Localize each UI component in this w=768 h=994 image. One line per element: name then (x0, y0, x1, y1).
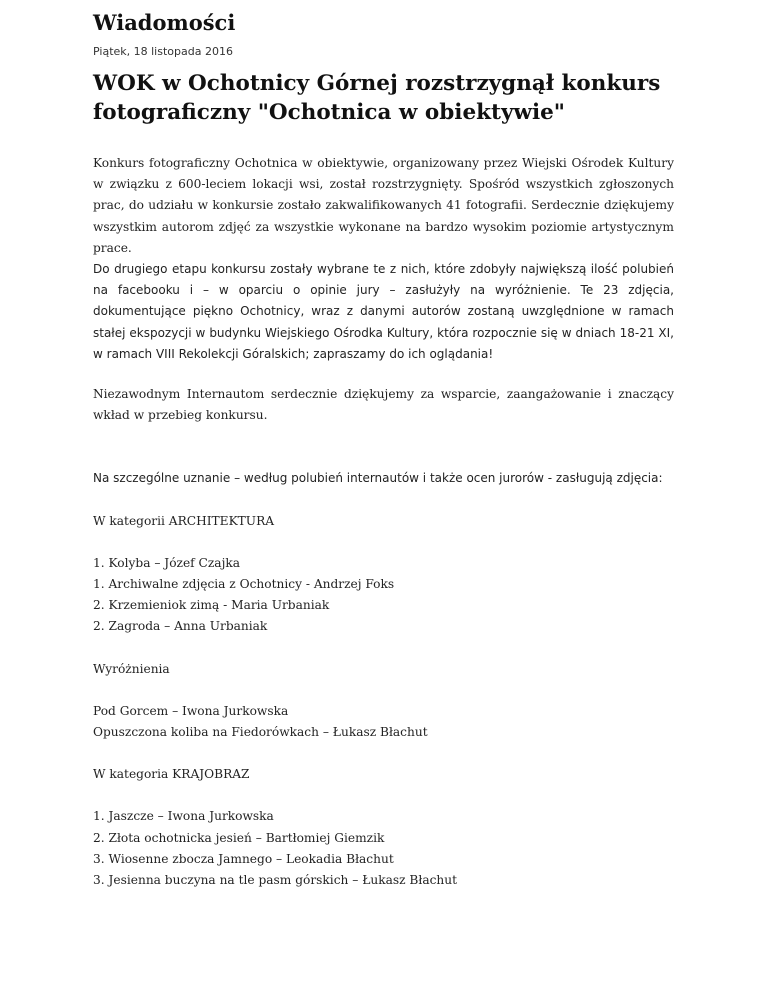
spacer (93, 785, 674, 806)
list-item: 3. Wiosenne zbocza Jamnego – Leokadia Błachut (93, 851, 394, 866)
category-landscape-heading: W kategoria KRAJOBRAZ (93, 767, 250, 782)
paragraph-recognition: Na szczególne uznanie – według polubień internautów i także ocen jurorów - zasługują zdjęcia: (93, 471, 663, 486)
list-item: 1. Jaszcze – Iwona Jurkowska (93, 809, 274, 824)
paragraph-thanks: Niezawodnym Internautom serdecznie dziękujemy za wsparcie, zaangażowanie i znaczący wkład w przebieg konkursu. (93, 387, 674, 423)
article-body (93, 153, 674, 891)
category-architecture-heading: W kategorii ARCHITEKTURA (93, 513, 275, 528)
list-item: 1. Kolyba – Józef Czajka (93, 555, 240, 570)
list-item: Opuszczona koliba na Fiedorówkach – Łukasz Błachut (93, 725, 428, 740)
article-title: WOK w Ochotnicy Górnej rozstrzygnął konkurs fotograficzny "Ochotnica w obiektywie" (93, 71, 661, 125)
paragraph-intro: Konkurs fotograficzny Ochotnica w obiektywie, organizowany przez Wiejski Ośrodek Kultury w związku z 600-leciem lokacji wsi, został rozstrzygnięty. Spośród wszystkich zgłoszonych prac, do udziału w konkursie zostało zakwalifikowanych 41 fotografii. Serdecznie dziękujemy wszystkim autorom zdjęć za wszystkie wykonane na bardzo wysokim poziomie artystycznym prace. (93, 156, 674, 255)
section-title: Wiadomości (93, 10, 236, 35)
paragraph-second-stage: Do drugiego etapu konkursu zostały wybrane te z nich, które zdobyły największą ilość polubień na facebooku i – w oparciu o opinie jury – zasłużyły na wyróżnienie. Te 23 zdjęcia, dokumentujące piękno Ochotnicy, wraz z danymi autorów zostaną uwzględnione w ramach stałej ekspozycji w budynku Wiejskiego Ośrodka Kultury, która rozpocznie się w dniach 18-21 XI, w ramach VIII Rekolekcji Góralskich; zapraszamy do ich oglądania! (93, 262, 674, 361)
spacer (93, 426, 674, 468)
spacer (93, 490, 674, 511)
spacer (93, 680, 674, 701)
publish-date: Piątek, 18 listopada 2016 (93, 45, 233, 58)
list-item: 2. Krzemieniok zimą - Maria Urbaniak (93, 598, 330, 613)
spacer (93, 638, 674, 659)
spacer (93, 743, 674, 764)
list-item: 2. Złota ochotnicka jesień – Bartłomiej Giemzik (93, 830, 385, 845)
list-item: 2. Zagroda – Anna Urbaniak (93, 619, 268, 634)
list-item: Pod Gorcem – Iwona Jurkowska (93, 703, 289, 718)
list-item: 3. Jesienna buczyna na tle pasm górskich – Łukasz Błachut (93, 873, 458, 888)
distinctions-heading: Wyróżnienia (93, 661, 170, 676)
spacer (93, 365, 674, 384)
spacer (93, 532, 674, 553)
list-item: 1. Archiwalne zdjęcia z Ochotnicy - Andrzej Foks (93, 577, 395, 592)
